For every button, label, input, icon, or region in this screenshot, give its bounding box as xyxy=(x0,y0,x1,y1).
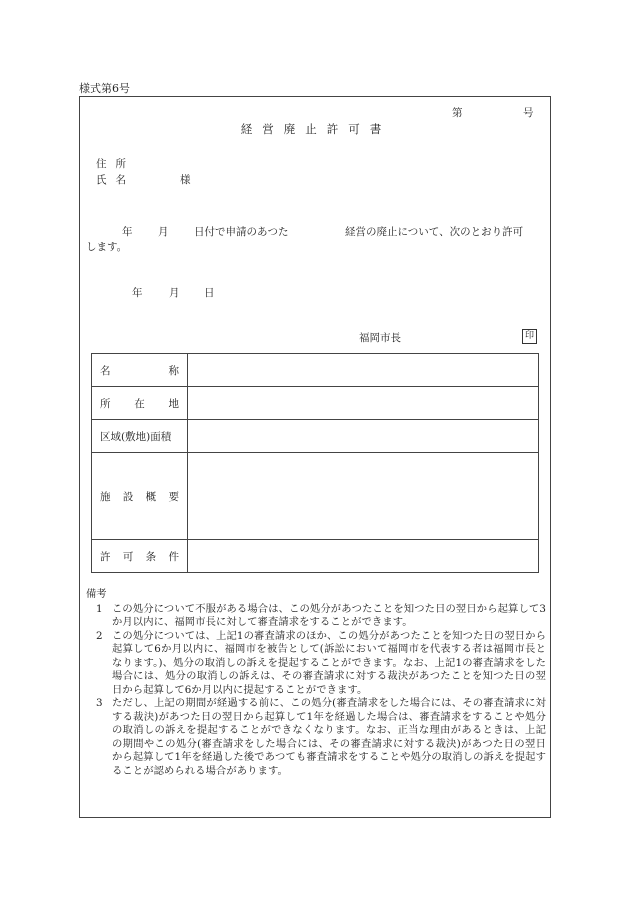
row-label-facility: 施 設 概 要 xyxy=(92,453,188,540)
remarks-item-text: この処分について不服がある場合は、この処分があつたことを知つた日の翌日から起算して3か月以内に、福岡市長に対して審査請求をすることができます。 xyxy=(112,602,546,628)
name-label: 氏名 xyxy=(96,174,135,186)
body-text: 経営の廃止について、次のとおり許可 xyxy=(345,226,524,238)
form-number-label: 様式第6号 xyxy=(79,82,130,95)
table-row xyxy=(92,453,539,540)
body-day-text: 日付で申請のあつた xyxy=(194,226,289,238)
remarks-item xyxy=(86,603,546,630)
table-row xyxy=(92,387,539,420)
body-year: 年 xyxy=(122,226,133,238)
row-value-name[interactable] xyxy=(188,354,539,387)
address-label: 住所 xyxy=(96,158,135,170)
table-row xyxy=(92,540,539,573)
remarks-item-number: 1 xyxy=(96,602,103,615)
remarks-item-number: 2 xyxy=(96,629,103,642)
body-line2: します。 xyxy=(86,241,128,253)
honorific: 様 xyxy=(180,174,191,186)
issue-date-day: 日 xyxy=(204,287,215,299)
row-value-facility[interactable] xyxy=(188,453,539,540)
remarks-item-number: 3 xyxy=(96,697,103,709)
row-label-location: 所 在 地 xyxy=(92,387,188,420)
remarks-item-text: この処分については、上記1の審査請求のほか、この処分があつたことを知つた日の翌日から起算して6か月以内に、福岡市を被告として(訴訟において福岡市を代表する者は福岡市長となります。)、処分の取消しの訴えを提起することができます。なお、上記1の審査請求をした場合には、処分の取消しの訴えは、その審査請求に対する裁決があつたことを知つた日の翌日から起算して6か月以内に提起することができます。 xyxy=(112,629,546,696)
document-title: 経営廃止許可書 xyxy=(240,122,392,136)
table-row xyxy=(92,354,539,387)
remarks-title: 備考 xyxy=(86,588,107,600)
row-value-conditions[interactable] xyxy=(188,540,539,573)
remarks-section xyxy=(86,588,546,778)
row-value-location[interactable] xyxy=(188,387,539,420)
remarks-item xyxy=(86,630,546,698)
remarks-item xyxy=(86,697,546,778)
row-label-area: 区域(敷地)面積 xyxy=(92,420,188,453)
issuer-name: 福岡市長 xyxy=(359,332,401,344)
table-row xyxy=(92,420,539,453)
issue-date-month: 月 xyxy=(169,287,180,299)
remarks-item-text: ただし、上記の期間が経過する前に、この処分(審査請求をした場合には、その審査請求に対する裁決)があつた日の翌日から起算して1年を経過した場合は、審査請求をすることや処分の取消しの訴えを提起することができなくなります。なお、正当な理由があるときは、上記の期間やこの処分(審査請求をした場合には、その審査請求に対する裁決)があつた日の翌日から起算して1年を経過した後であつても審査請求をすることや処分の取消しの訴えを提起することが認められる場合があります。 xyxy=(112,697,546,777)
body-month: 月 xyxy=(158,226,169,238)
details-table xyxy=(91,353,539,573)
row-value-area[interactable] xyxy=(188,420,539,453)
row-label-conditions: 許 可 条 件 xyxy=(92,540,188,573)
number-suffix: 号 xyxy=(523,107,534,119)
issue-date-year: 年 xyxy=(132,287,143,299)
document-frame xyxy=(79,96,551,818)
seal-icon: 印 xyxy=(522,329,537,344)
row-label-name: 名 称 xyxy=(92,354,188,387)
number-prefix: 第 xyxy=(452,107,463,119)
seal-mark xyxy=(522,329,537,344)
